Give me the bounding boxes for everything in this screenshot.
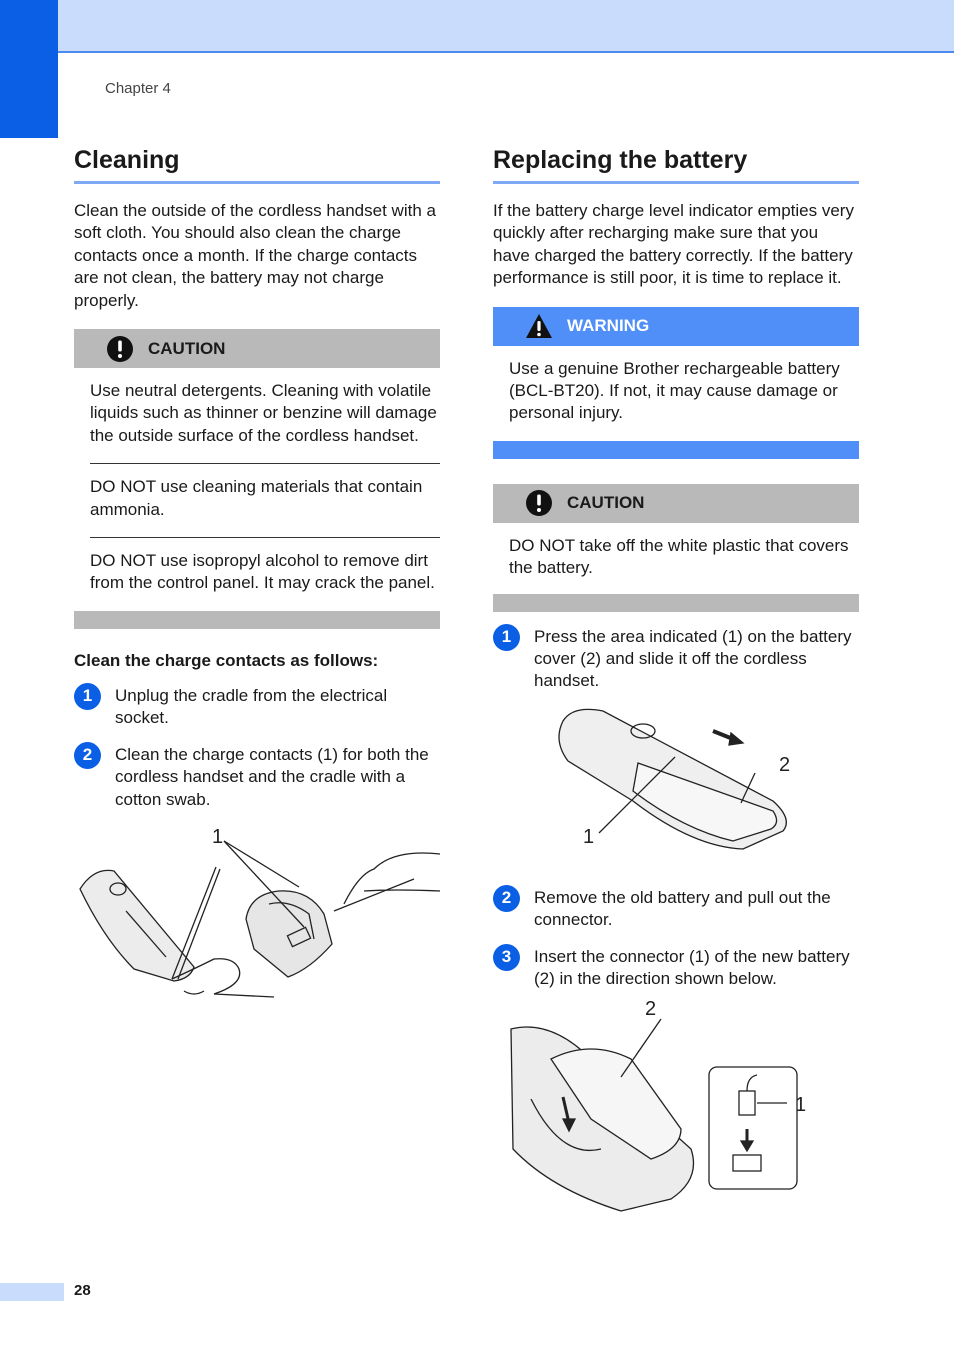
exclamation-icon [525,489,553,517]
step-text: Insert the connector (1) of the new battery (2) in the direction shown below. [534,946,850,989]
warning-header [493,307,859,346]
header-band [58,0,954,53]
step-text: Clean the charge contacts (1) for both the cordless handset and the cradle with a cotton swab. [115,744,429,809]
chapter-tab [0,0,58,138]
step-number: 2 [74,742,101,769]
callout-label: 1 [583,825,595,848]
step-item [74,744,440,811]
cleaning-title: Cleaning [74,146,440,184]
cleaning-illustration [74,819,440,1009]
subheading: Clean the charge contacts as follows: [74,650,379,670]
battery-connector-illustration [491,999,859,1214]
caution-header [493,484,859,523]
caution-item: DO NOT use isopropyl alcohol to remove dirt from the control panel. It may crack the panel. [90,537,440,611]
battery-intro: If the battery charge level indicator empties very quickly after recharging make sure that you have charged the battery correctly. If the battery performance is still poor, it is time to replace it. [493,201,854,288]
caution-item: DO NOT use cleaning materials that contain ammonia. [90,463,440,537]
step-item [74,685,440,730]
caution-body [74,368,440,611]
warning-footer [493,441,859,459]
step-number: 1 [74,683,101,710]
warning-triangle-icon [525,312,553,340]
caution-item: Use neutral detergents. Cleaning with volatile liquids such as thinner or benzine will damage the outside surface of the cordless handset. [90,381,437,445]
caution-body [493,523,859,594]
battery-title: Replacing the battery [493,146,859,184]
page-number-bar [0,1283,64,1301]
step-number: 2 [493,885,520,912]
cleaning-intro: Clean the outside of the cordless handset with a soft cloth. You should also clean the charge contacts once a month. If the charge contacts are not clean, the battery may not charge properly. [74,201,436,310]
step-number: 1 [493,624,520,651]
caution-header [74,329,440,368]
callout-label: 1 [212,825,224,848]
step-item [493,887,859,932]
chapter-label: Chapter 4 [105,80,171,97]
caution-footer [493,594,859,612]
page-number: 28 [74,1282,91,1299]
callout-label: 2 [779,753,791,776]
battery-cover-illustration [493,701,859,879]
step-item [493,946,859,991]
caution-item: DO NOT take off the white plastic that covers the battery. [509,535,849,578]
exclamation-icon [106,335,134,363]
step-text: Unplug the cradle from the electrical socket. [115,685,388,728]
callout-label: 1 [795,1093,807,1116]
cleaning-section [74,146,440,1009]
callout-label: 2 [645,998,657,1020]
battery-section [493,146,859,1214]
step-item [493,626,859,693]
step-text: Remove the old battery and pull out the connector. [534,887,831,930]
caution-footer [74,611,440,629]
warning-label: WARNING [567,316,650,336]
step-number: 3 [493,944,520,971]
warning-body [493,346,859,441]
caution-label: CAUTION [148,338,226,358]
step-text: Press the area indicated (1) on the battery cover (2) and slide it off the cordless handset. [534,626,852,691]
caution-label: CAUTION [567,493,645,513]
warning-item: Use a genuine Brother rechargeable battery (BCL-BT20). If not, it may cause damage or personal injury. [509,358,840,423]
